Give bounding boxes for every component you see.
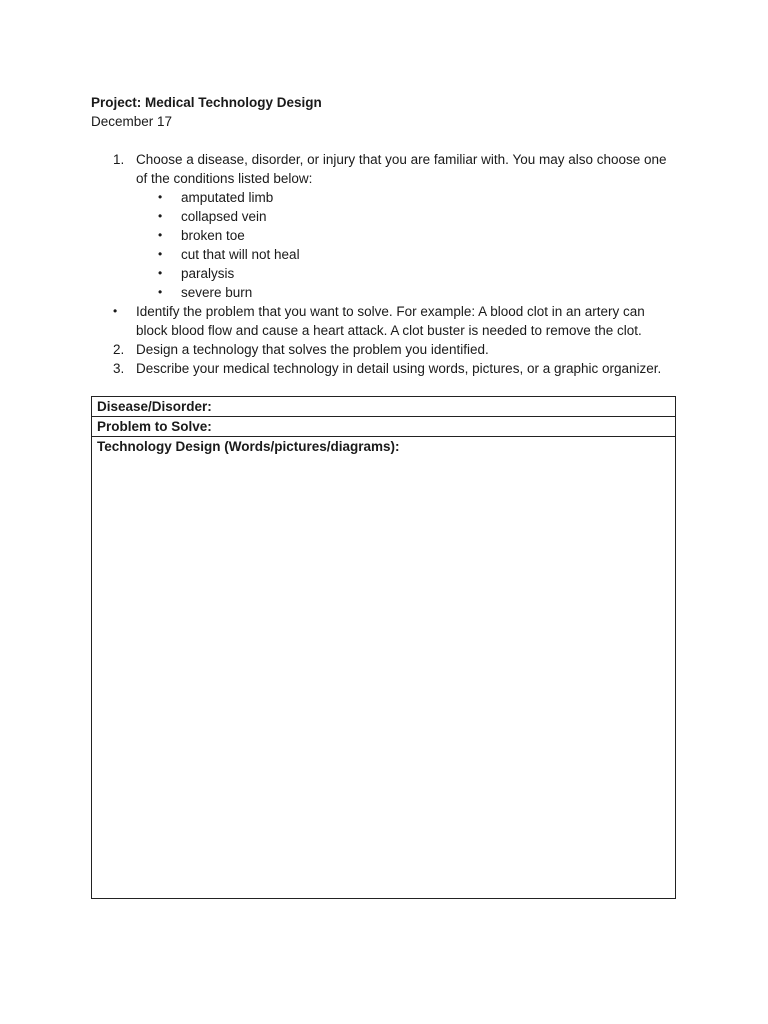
disease-row[interactable] [92,397,675,417]
item-3-text: Describe your medical technology in detail using words, pictures, or a graphic organizer. [136,361,662,376]
condition-bullet: • [158,190,163,204]
design-label: Technology Design (Words/pictures/diagrams): [97,439,400,454]
identify-text-line1: Identify the problem that you want to solve. For example: A blood clot in an artery can [136,304,645,319]
condition-item: broken toe [181,228,245,243]
condition-item: cut that will not heal [181,247,300,262]
condition-bullet: • [158,247,163,261]
problem-row[interactable] [92,417,675,437]
item-1-text-line1: Choose a disease, disorder, or injury that you are familiar with. You may also choose one [136,152,667,167]
item-1-number: 1. [113,152,125,167]
project-title: Project: Medical Technology Design [91,95,322,110]
project-date: December 17 [91,114,173,129]
identify-text-line2: block blood flow and cause a heart attack. A clot buster is needed to remove the clot. [136,323,642,338]
identify-bullet: • [113,304,118,318]
condition-item: severe burn [181,285,253,300]
design-area[interactable] [92,437,675,898]
item-1-text-line2: of the conditions listed below: [136,171,313,186]
condition-bullet: • [158,285,163,299]
condition-item: paralysis [181,266,235,281]
condition-bullet: • [158,228,163,242]
design-form-table [91,396,676,899]
item-2-number: 2. [113,342,125,357]
problem-label: Problem to Solve: [97,419,212,434]
disease-label: Disease/Disorder: [97,399,212,414]
item-3-number: 3. [113,361,125,376]
condition-item: collapsed vein [181,209,267,224]
item-2-text: Design a technology that solves the problem you identified. [136,342,489,357]
condition-bullet: • [158,266,163,280]
condition-item: amputated limb [181,190,274,205]
condition-bullet: • [158,209,163,223]
